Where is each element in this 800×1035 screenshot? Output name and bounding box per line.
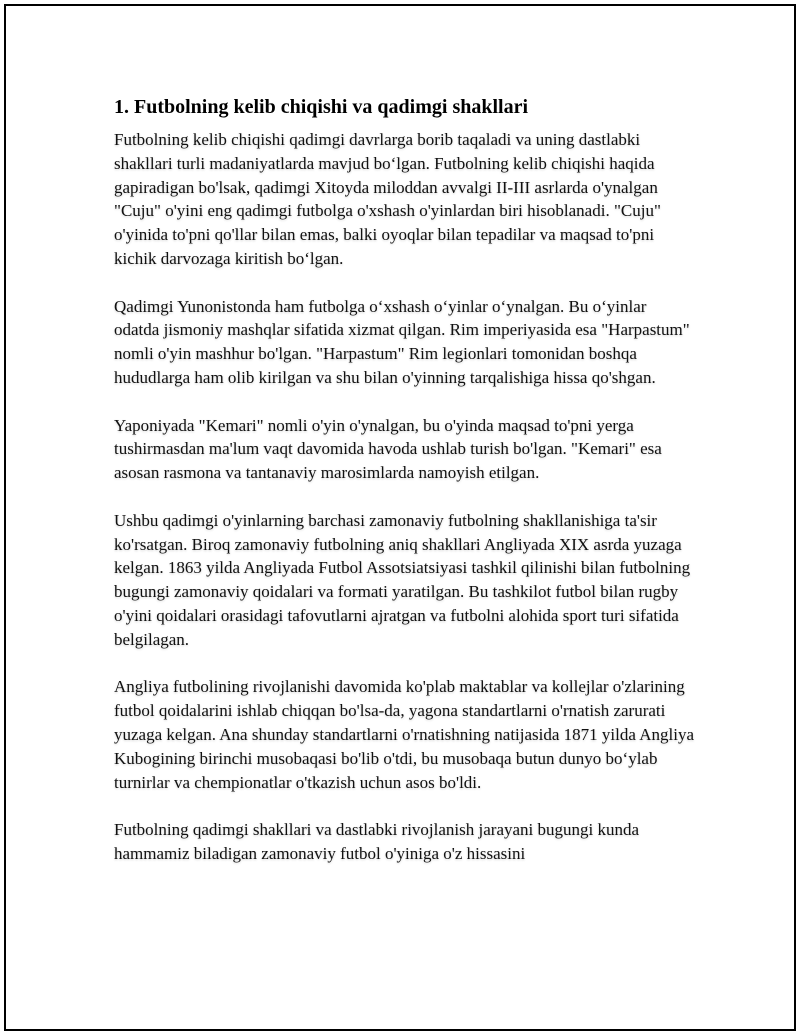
- paragraph-3: Yaponiyada "Kemari" nomli o'yin o'ynalgan, bu o'yinda maqsad to'pni yerga tushirmasdan ma'lum vaqt davomida havoda ushlab turish bo'lgan. "Kemari" esa asosan rasmona va tantanaviy marosimlarda namoyish etilgan.: [114, 415, 662, 483]
- document-body: [114, 94, 694, 866]
- paragraph-2: Qadimgi Yunonistonda ham futbolga o‘xshash o‘yinlar o‘ynalgan. Bu o‘yinlar odatda jismoniy mashqlar sifatida xizmat qilgan. Rim imperiyasida esa "Harpastum" nomli o'yin mashhur bo'lgan. "Harpastum" Rim legionlari tomonidan boshqa hududlarga ham olib kirilgan va shu bilan o'yinning tarqalishiga hissa qo'shgan.: [114, 296, 690, 387]
- paragraph-4: Ushbu qadimgi o'yinlarning barchasi zamonaviy futbolning shakllanishiga ta'sir ko'rsatgan. Biroq zamonaviy futbolning aniq shakllari Angliyada XIX asrda yuzaga kelgan. 1863 yilda Angliyada Futbol Assotsiatsiyasi tashkil qilinishi bilan futbolning bugungi zamonaviy qoidalari va formati yaratilgan. Bu tashkilot futbol bilan rugby o'yini qoidalari orasidagi tafovutlarni ajratgan va futbolni alohida sport turi sifatida belgilagan.: [114, 510, 691, 649]
- paragraph-6: Futbolning qadimgi shakllari va dastlabki rivojlanish jarayani bugungi kunda hammamiz biladigan zamonaviy futbol o'yiniga o'z hissasini: [114, 820, 640, 863]
- paragraph-1: Futbolning kelib chiqishi qadimgi davrlarga borib taqaladi va uning dastlabki shakllari turli madaniyatlarda mavjud bo‘lgan. Futbolning kelib chiqishi haqida gapiradigan bo'lsak, qadimgi Xitoyda miloddan avvalgi II-III asrlarda o'ynalgan "Cuju" o'yini eng qadimgi futbolga o'xshash o'yinlardan biri hisoblanadi. "Cuju" o'yinida to'pni qo'llar bilan emas, balki oyoqlar bilan tepadilar va maqsad to'pni kichik darvozaga kiritish bo‘lgan.: [114, 130, 661, 268]
- paragraph-5: Angliya futbolining rivojlanishi davomida ko'plab maktablar va kollejlar o'zlarining futbol qoidalarini ishlab chiqqan bo'lsa-da, yagona standartlarni o'rnatish zarurati yuzaga kelgan. Ana shunday standartlarni o'rnatishning natijasida 1871 yilda Angliya Kubogining birinchi musobaqasi bo'lib o'tdi, bu musobaqa butun dunyo bo‘ylab turnirlar va chempionatlar o'tkazish uchun asos bo'ldi.: [114, 677, 694, 792]
- section-heading: 1. Futbolning kelib chiqishi va qadimgi shakllari: [114, 96, 529, 118]
